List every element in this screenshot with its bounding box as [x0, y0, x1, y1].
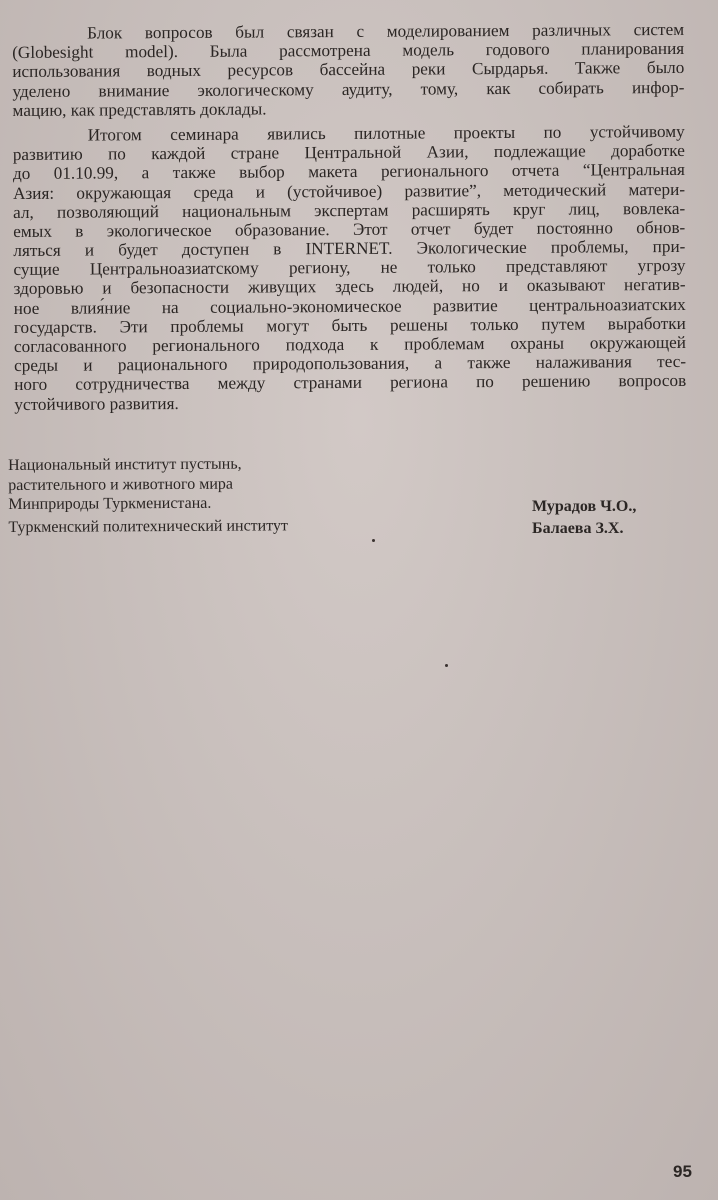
paragraph-1: [12, 20, 685, 120]
text-line: (Globesight model). Была рассмотрена модель годового планирования: [12, 39, 685, 63]
author-name: Мурадов Ч.О.,: [532, 498, 637, 515]
affiliation-line: Минприроды Туркменистана.: [8, 494, 212, 513]
affiliation-line: Туркменский политехнический институт: [8, 516, 289, 536]
text-line: сущие Центральноазиатскому региону, не только представляют угрозу: [13, 256, 686, 280]
author-name: Балаева З.Х.: [532, 520, 624, 537]
paper-speck: [372, 539, 375, 542]
text-line: ляться и будет доступен в INTERNET. Экологические проблемы, при-: [13, 236, 686, 261]
text-line: Блок вопросов был связан с моделированием различных систем: [86, 19, 685, 43]
text-line: до 01.10.99, а также выбор макета регионального отчета “Центральная: [12, 160, 685, 184]
article-body: [12, 20, 686, 414]
affiliation-block: [8, 454, 288, 537]
text-line: использования водных ресурсов бассейна реки Сырдарья. Также было: [12, 58, 685, 82]
text-line: ное влия́ние на социально-экономическое развитие центральноазиатских: [13, 294, 686, 318]
text-line: емых в экологическое образование. Этот отчет будет постоянно обнов-: [13, 217, 686, 241]
text-line: ал, позволяющий национальным экспертам расширять круг лиц, вовлека-: [13, 198, 686, 222]
text-line: ного сотрудничества между странами региона по решению вопросов: [14, 371, 687, 395]
text-line: мацию, как представлять доклады.: [12, 99, 267, 120]
paragraph-2: [13, 122, 687, 414]
text-line: устойчивого развития.: [14, 393, 179, 414]
text-line: согласованного регионального подхода к проблемам охраны окружающей: [13, 332, 687, 356]
affiliation-line: растительного и животного мира: [8, 475, 234, 494]
text-line: Азия: окружающая среда и (устойчивое) развитие”, методический матери-: [12, 179, 686, 203]
text-line: уделено внимание экологическому аудиту, тому, как собирать инфор-: [12, 77, 685, 101]
text-line: развитию по каждой стране Центральной Азии, подлежащие доработке: [12, 141, 685, 165]
affiliation-line: Национальный институт пустынь,: [8, 455, 242, 474]
author-block: [532, 496, 636, 540]
text-line: Итогом семинара явились пилотные проекты по устойчивому: [87, 121, 685, 145]
page-number: 95: [673, 1162, 692, 1181]
text-line: государств. Эти проблемы могут быть решены только путем выработки: [13, 313, 686, 337]
text-line: среды и рационального природопользования, а также налаживания тес-: [14, 352, 687, 376]
paper-speck: [445, 664, 448, 667]
text-line: здоровью и безопасности живущих здесь людей, но и оказывают негатив-: [13, 275, 686, 299]
